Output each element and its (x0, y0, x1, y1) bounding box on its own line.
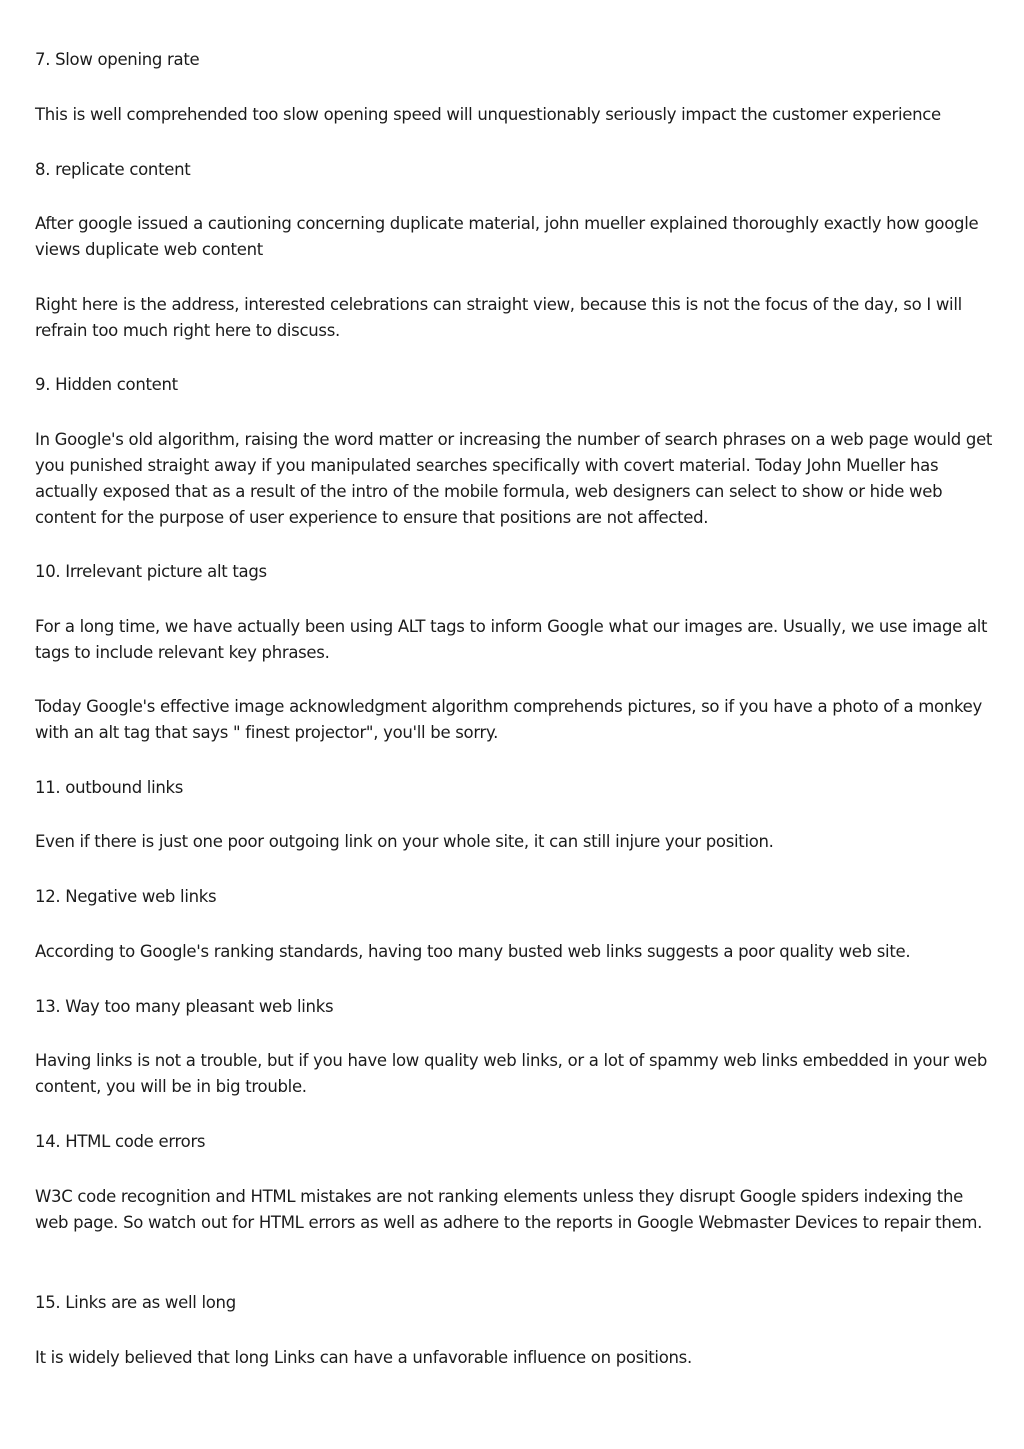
heading-12-negative-links: 12. Negative web links (35, 887, 217, 906)
heading-8-replicate-content: 8. replicate content (35, 160, 191, 179)
heading-11-outbound-links: 11. outbound links (35, 778, 184, 797)
heading-9-hidden-content: 9. Hidden content (35, 375, 178, 394)
heading-13-pleasant-links: 13. Way too many pleasant web links (35, 997, 334, 1016)
paragraph-spammy-links: Having links is not a trouble, but if you have low quality web links, or a lot of spammy web links embedded in your web content, you will be in big trouble. (35, 1051, 988, 1096)
heading-7-slow-opening-rate: 7. Slow opening rate (35, 50, 200, 69)
paragraph-outgoing-link: Even if there is just one poor outgoing link on your whole site, it can still injure your position. (35, 832, 774, 851)
paragraph-alt-tags-usage: For a long time, we have actually been using ALT tags to inform Google what our images are. Usually, we use image alt tags to include relevant key phrases. (35, 617, 988, 662)
paragraph-address: Right here is the address, interested celebrations can straight view, because this is not the focus of the day, so I will refrain too much right here to discuss. (35, 295, 962, 340)
paragraph-opening-speed: This is well comprehended too slow opening speed will unquestionably seriously impact the customer experience (35, 105, 941, 124)
paragraph-duplicate-material: After google issued a cautioning concerning duplicate material, john mueller explained thoroughly exactly how google views duplicate web content (35, 214, 979, 259)
heading-15-long-links: 15. Links are as well long (35, 1293, 236, 1312)
paragraph-old-algorithm: In Google's old algorithm, raising the word matter or increasing the number of search phrases on a web page would get you punished straight away if you manipulated searches specifically with covert material. Today John Mueller has actually exposed that as a result of the intro of the mobile formula, web designers can select to show or hide web content for the purpose of user experience to ensure that positions are not affected. (35, 430, 993, 527)
paragraph-w3c-code: W3C code recognition and HTML mistakes are not ranking elements unless they disrupt Google spiders indexing the web page. So watch out for HTML errors as well as adhere to the reports in Google Webmaster Devices to repair them. (35, 1187, 983, 1232)
heading-14-html-errors: 14. HTML code errors (35, 1132, 206, 1151)
paragraph-image-recognition: Today Google's effective image acknowledgment algorithm comprehends pictures, so if you have a photo of a monkey with an alt tag that says " finest projector", you'll be sorry. (35, 697, 982, 742)
paragraph-busted-links: According to Google's ranking standards, having too many busted web links suggests a poor quality web site. (35, 942, 911, 961)
heading-10-alt-tags: 10. Irrelevant picture alt tags (35, 562, 267, 581)
paragraph-long-links: It is widely believed that long Links can have a unfavorable influence on positions. (35, 1348, 692, 1367)
